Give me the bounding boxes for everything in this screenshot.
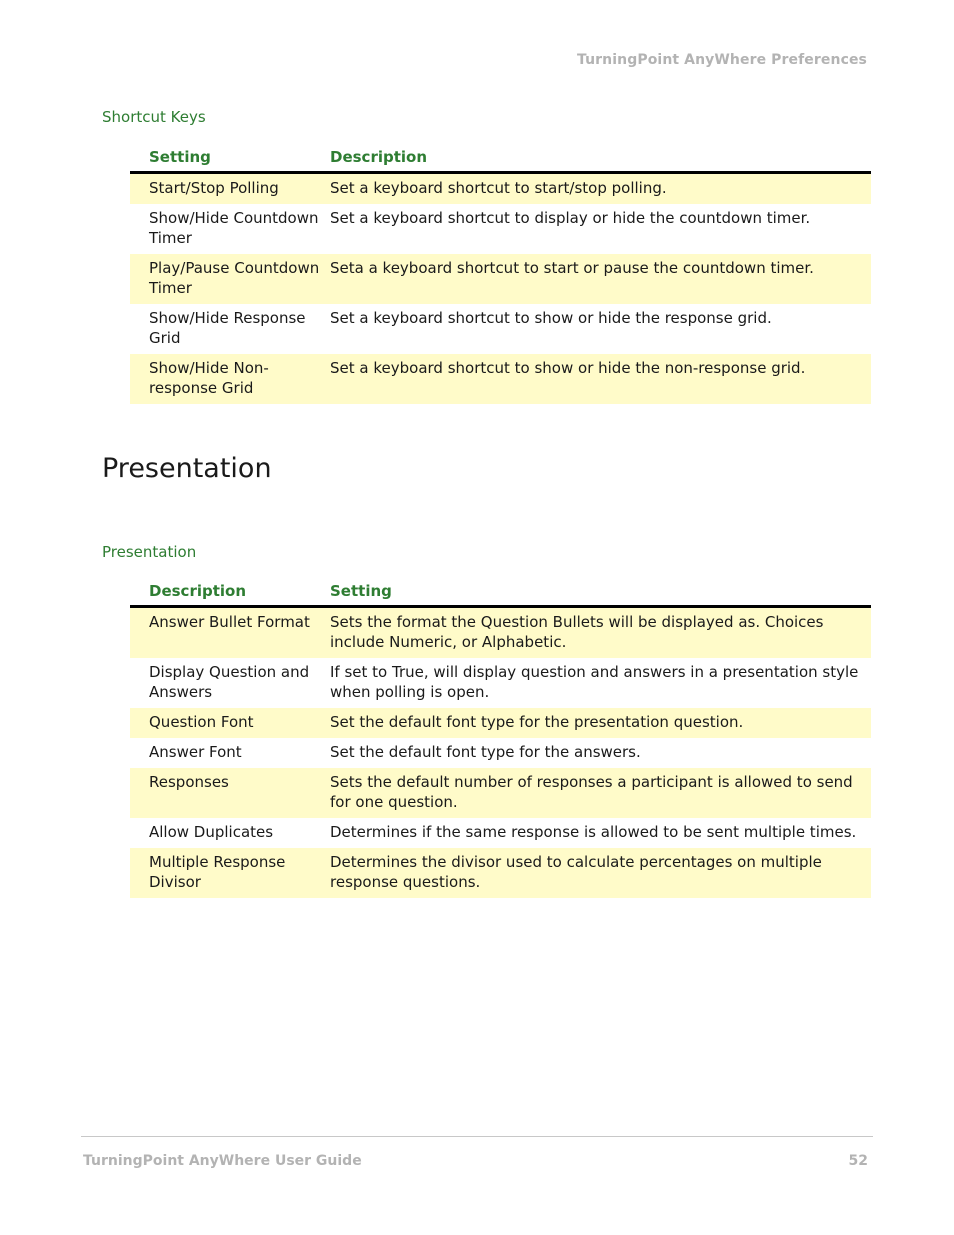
footer-guide-title: TurningPoint AnyWhere User Guide (83, 1153, 362, 1169)
setting-cell: Sets the format the Question Bullets will be displayed as. Choices include Numeric, or Alphabetic. (330, 607, 871, 659)
table-row (130, 204, 871, 254)
setting-cell: Show/Hide Non-response Grid (130, 354, 330, 404)
presentation-table (130, 577, 871, 898)
setting-cell: If set to True, will display question and answers in a presentation style when polling is open. (330, 663, 859, 701)
table-row (130, 848, 871, 898)
table-row (130, 254, 871, 304)
table-row (130, 708, 871, 738)
table-row (130, 304, 871, 354)
description-cell: Set a keyboard shortcut to show or hide the non-response grid. (330, 354, 871, 404)
setting-cell: Sets the default number of responses a participant is allowed to send for one question. (330, 768, 871, 818)
shortcut-keys-table (130, 143, 871, 404)
running-header: TurningPoint AnyWhere Preferences (577, 52, 867, 68)
table-row (130, 173, 871, 205)
table-row (130, 738, 871, 768)
description-cell: Answer Bullet Format (130, 607, 330, 659)
setting-cell: Determines the divisor used to calculate percentages on multiple response questions. (330, 848, 871, 898)
setting-cell: Set the default font type for the answers. (330, 743, 641, 761)
setting-cell: Show/Hide Countdown Timer (149, 209, 319, 247)
table-row (130, 354, 871, 404)
description-cell: Multiple Response Divisor (130, 848, 330, 898)
table-row (130, 607, 871, 659)
setting-cell: Play/Pause Countdown Timer (130, 254, 330, 304)
table-row (130, 768, 871, 818)
presentation-subheading: Presentation (102, 543, 197, 561)
table-header-row (130, 143, 871, 173)
page-number: 52 (848, 1153, 868, 1169)
setting-cell: Start/Stop Polling (130, 173, 330, 205)
column-header: Setting (130, 143, 330, 173)
section-heading: Presentation (102, 453, 272, 484)
description-cell: Seta a keyboard shortcut to start or pause the countdown timer. (330, 254, 871, 304)
column-header: Description (130, 577, 330, 607)
table-row (130, 818, 871, 848)
setting-cell: Determines if the same response is allowed to be sent multiple times. (330, 823, 857, 841)
description-cell: Allow Duplicates (149, 823, 274, 841)
setting-cell: Set the default font type for the presentation question. (330, 708, 871, 738)
table-row (130, 658, 871, 708)
description-cell: Set a keyboard shortcut to show or hide the response grid. (330, 309, 772, 327)
setting-cell: Show/Hide Response Grid (149, 309, 306, 347)
description-cell: Set a keyboard shortcut to display or hide the countdown timer. (330, 209, 811, 227)
column-header: Setting (330, 577, 871, 607)
description-cell: Question Font (130, 708, 330, 738)
table-header-row (130, 577, 871, 607)
description-cell: Set a keyboard shortcut to start/stop polling. (330, 173, 871, 205)
description-cell: Answer Font (149, 743, 242, 761)
description-cell: Display Question and Answers (149, 663, 310, 701)
shortcut-keys-subheading: Shortcut Keys (102, 108, 206, 126)
description-cell: Responses (130, 768, 330, 818)
footer-divider (81, 1136, 873, 1137)
column-header: Description (330, 143, 871, 173)
